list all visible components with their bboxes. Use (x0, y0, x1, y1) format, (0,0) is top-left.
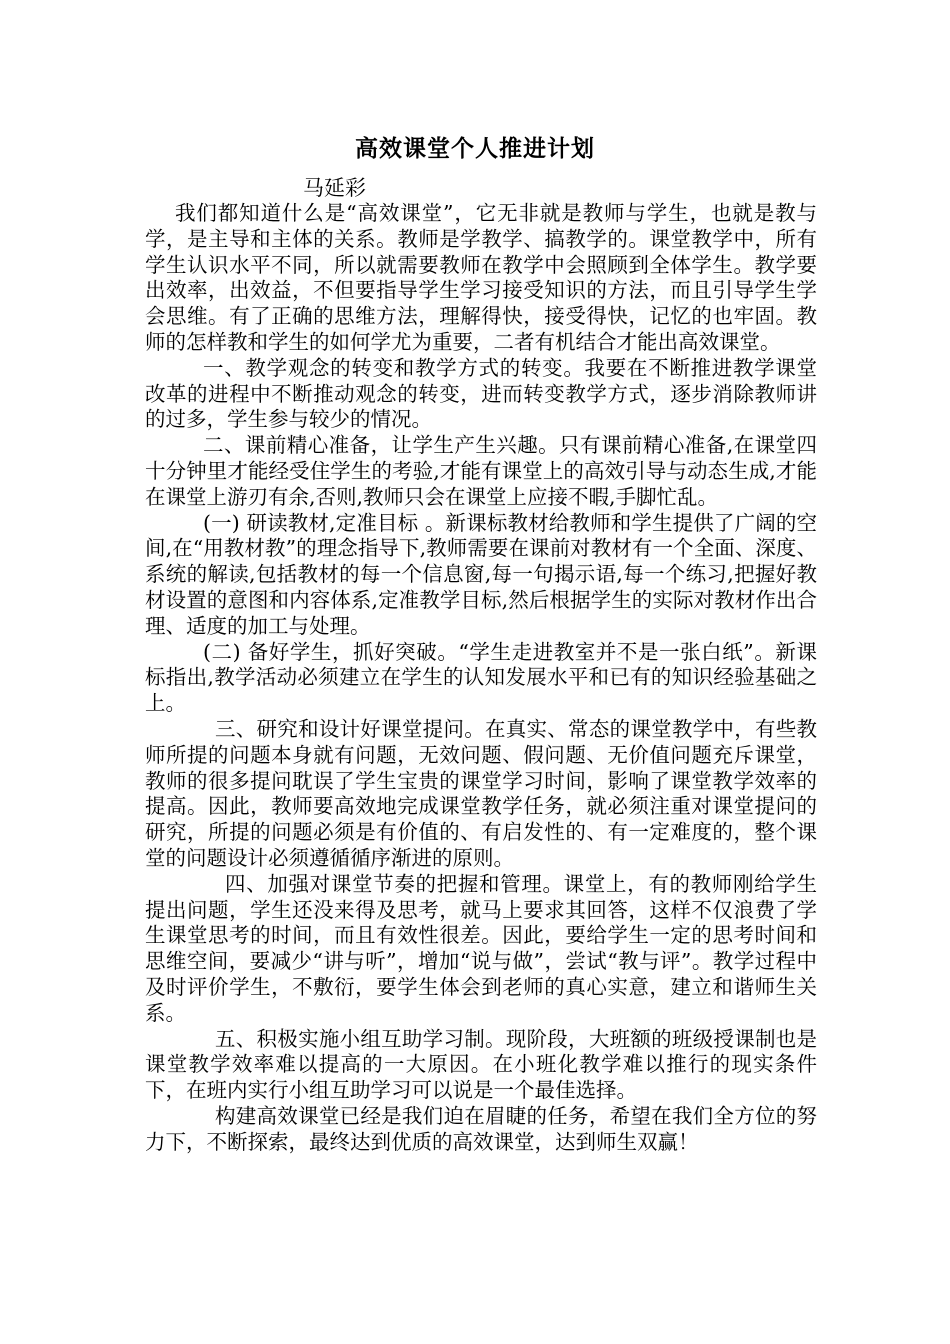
paragraph-section-4: 四、加强对课堂节奏的把握和管理。课堂上，有的教师刚给学生提出问题，学生还没来得及思考，就马上要求其回答，这样不仅浪费了学生课堂思考的时间，而且有效性很差。因此，要给学生一定的思考时间和思维空间，要减少“讲与听”，增加“说与做”，尝试“教与评”。教学过程中及时评价学生，不敷衍，要学生体会到老师的真心实意，建立和谐师生关系。 (145, 871, 817, 1025)
paragraph-section-2: 二、课前精心准备，让学生产生兴趣。只有课前精心准备,在课堂四十分钟里才能经受住学生的考验,才能有课堂上的高效引导与动态生成,才能在课堂上游刃有余,否则,教师只会在课堂上应接不暇,手脚忙乱。 (145, 433, 817, 509)
paragraph-intro: 我们都知道什么是“高效课堂”，它无非就是教师与学生，也就是教与学，是主导和主体的关系。教师是学教学、搞教学的。课堂教学中，所有学生认识水平不同，所以就需要教师在教学中会照顾到全体学生。教学要出效率，出效益，不但要指导学生学习接受知识的方法，而且引导学生学会思维。有了正确的思维方法，理解得快，接受得快，记忆的也牢固。教师的怎样教和学生的如何学尤为重要，二者有机结合才能出高效课堂。 (145, 201, 817, 354)
paragraph-section-5: 五、积极实施小组互助学习制。现阶段，大班额的班级授课制也是课堂教学效率难以提高的一大原因。在小班化教学难以推行的现实条件下，在班内实行小组互助学习可以说是一个最佳选择。 (145, 1026, 817, 1103)
paragraph-subsection-1: (一) 研读教材,定准目标 。新课标教材给教师和学生提供了广阔的空间,在“用教材教”的理念指导下,教师需要在课前对教材有一个全面、深度、系统的解读,包括教材的每一个信息窗,每一句揭示语,每一个练习,把握好教材设置的意图和内容体系,定准教学目标,然后根据学生的实际对教材作出合理、适度的加工与处理。 (145, 510, 817, 638)
paragraph-conclusion: 构建高效课堂已经是我们迫在眉睫的任务，希望在我们全方位的努力下，不断探索，最终达到优质的高效课堂，达到师生双赢！ (145, 1103, 817, 1154)
document-body (145, 201, 817, 1155)
paragraph-section-1: 一、教学观念的转变和教学方式的转变。我要在不断推进教学课堂改革的进程中不断推动观念的转变，进而转变教学方式，逐步消除教师讲的过多，学生参与较少的情况。 (145, 355, 817, 432)
paragraph-section-3: 三、研究和设计好课堂提问。在真实、常态的课堂教学中，有些教师所提的问题本身就有问题，无效问题、假问题、无价值问题充斥课堂，教师的很多提问耽误了学生宝贵的课堂学习时间，影响了课堂教学效率的提高。因此，教师要高效地完成课堂教学任务，就必须注重对课堂提问的研究，所提的问题必须是有价值的、有启发性的、有一定难度的，整个课堂的问题设计必须遵循循序渐进的原则。 (145, 716, 817, 870)
paragraph-subsection-2: (二) 备好学生，抓好突破。“学生走进教室并不是一张白纸”。新课标指出,教学活动必须建立在学生的认知发展水平和已有的知识经验基础之上。 (145, 639, 817, 716)
document-author: 马延彩 (303, 176, 366, 200)
document-title: 高效课堂个人推进计划 (355, 135, 595, 162)
